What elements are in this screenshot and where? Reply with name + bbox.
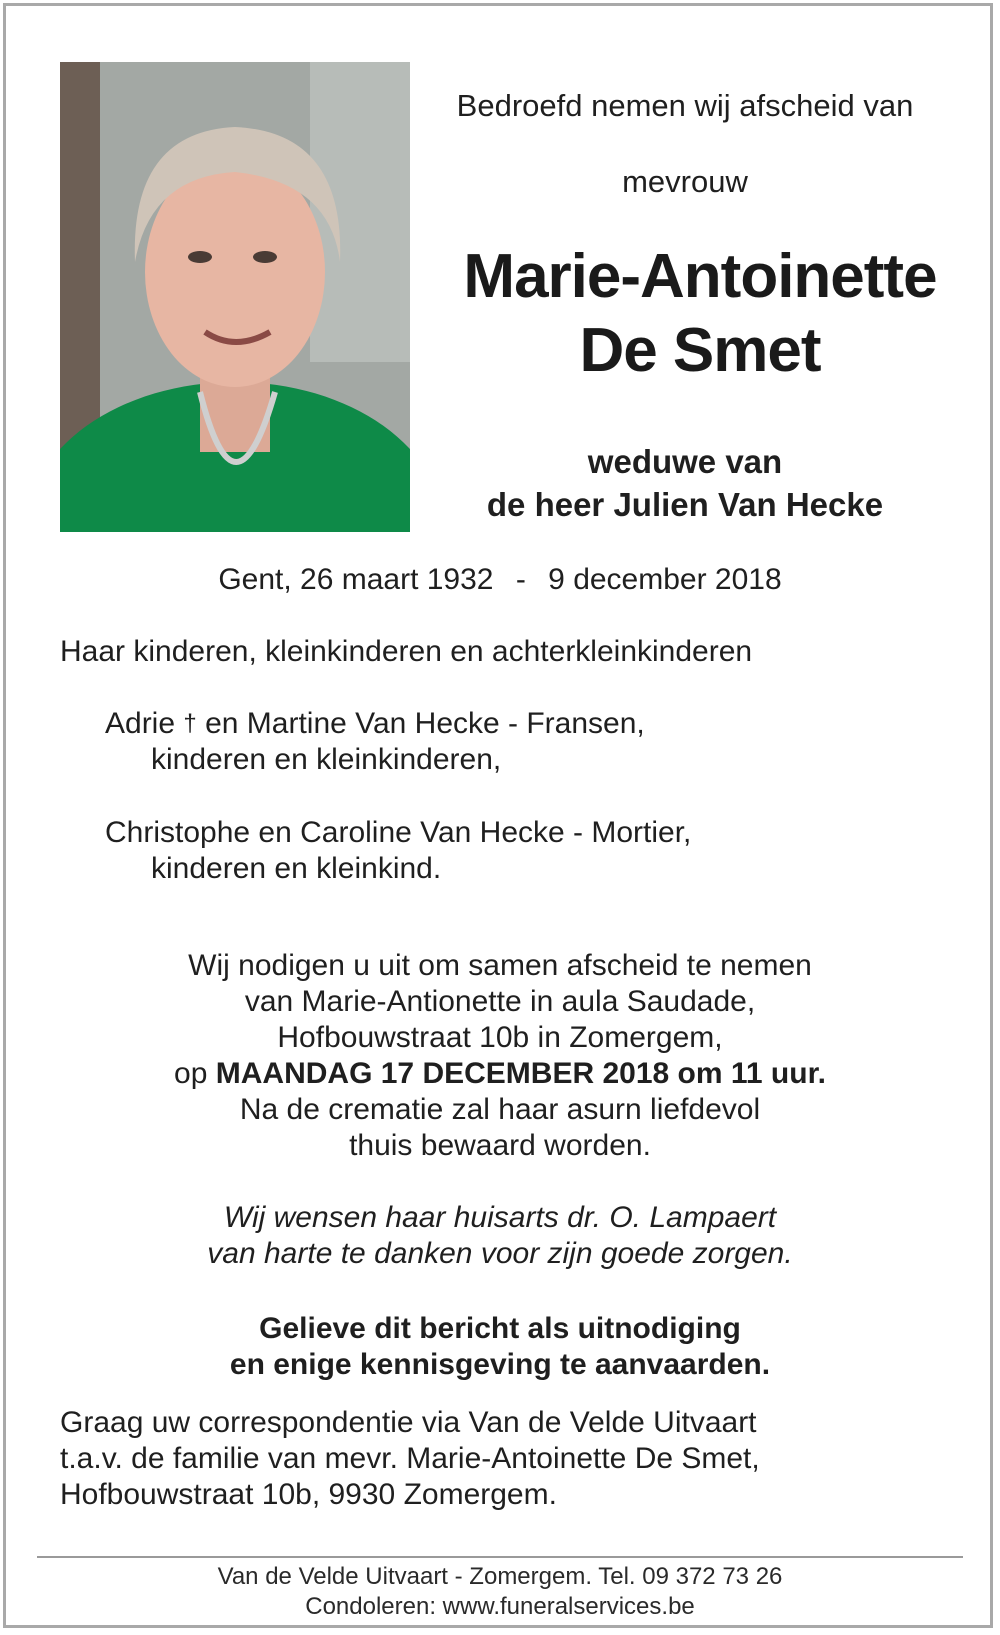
invitation-line-4 xyxy=(0,1056,1000,1092)
life-dates xyxy=(0,563,1000,597)
footer-condolence-link[interactable]: Condoleren: www.funeralservices.be xyxy=(305,1593,695,1620)
thanks-note xyxy=(0,1200,1000,1272)
widow-label: weduwe van xyxy=(587,443,783,480)
family-member-1-sub: kinderen en kleinkinderen, xyxy=(151,743,502,776)
family-intro: Haar kinderen, kleinkinderen en achterkleinkinderen xyxy=(60,635,753,668)
invitation xyxy=(0,948,1000,1164)
deceased-first-name: Marie-Antoinette xyxy=(463,242,937,311)
family-member-1 xyxy=(105,706,645,778)
family-member-1-name: Adrie xyxy=(105,707,176,740)
invitation-line-5: Na de crematie zal haar asurn liefdevol xyxy=(239,1093,761,1126)
invitation-line-3: Hofbouwstraat 10b in Zomergem, xyxy=(277,1021,723,1054)
correspondence-line-1: Graag uw correspondentie via Van de Velde Uitvaart xyxy=(60,1406,757,1439)
death-date: 9 december 2018 xyxy=(548,563,782,596)
honorific: mevrouw xyxy=(622,164,748,199)
widow-of xyxy=(420,440,950,526)
footer-divider xyxy=(37,1556,963,1558)
correspondence xyxy=(60,1405,760,1513)
invitation-date: MAANDAG 17 DECEMBER 2018 om 11 uur. xyxy=(215,1057,826,1090)
correspondence-line-3: Hofbouwstraat 10b, 9930 Zomergem. xyxy=(60,1478,557,1511)
notice-line-1: Gelieve dit bericht als uitnodiging xyxy=(259,1312,741,1345)
invitation-date-prefix: op xyxy=(174,1057,208,1090)
footer-contact: Van de Velde Uitvaart - Zomergem. Tel. 09 372 73 26 xyxy=(217,1563,783,1590)
thanks-line-2: van harte te danken voor zijn goede zorgen. xyxy=(207,1237,793,1270)
portrait-photo xyxy=(60,62,410,532)
invitation-line-2: van Marie-Antionette in aula Saudade, xyxy=(244,985,756,1018)
footer xyxy=(0,1562,1000,1622)
deceased-name xyxy=(420,240,980,388)
spouse-name: de heer Julien Van Hecke xyxy=(486,486,884,523)
birth-date: Gent, 26 maart 1932 xyxy=(218,563,494,596)
thanks-line-1: Wij wensen haar huisarts dr. O. Lampaert xyxy=(223,1201,777,1234)
invitation-line-1: Wij nodigen u uit om samen afscheid te nemen xyxy=(188,949,812,982)
intro-text: Bedroefd nemen wij afscheid van xyxy=(456,88,914,123)
deceased-last-name: De Smet xyxy=(579,316,821,385)
family-member-2-line: Christophe en Caroline Van Hecke - Mortier, xyxy=(105,816,692,849)
notice-line-2: en enige kennisgeving te aanvaarden. xyxy=(229,1348,771,1381)
invitation-line-6: thuis bewaard worden. xyxy=(349,1129,651,1162)
family-member-2 xyxy=(105,815,691,887)
family-member-1-rest: en Martine Van Hecke - Fransen, xyxy=(205,707,645,740)
notice xyxy=(0,1311,1000,1383)
date-separator: - xyxy=(515,563,526,596)
family-member-2-sub: kinderen en kleinkind. xyxy=(151,852,442,885)
cross-icon: † xyxy=(183,710,197,737)
portrait-photo-icon xyxy=(60,62,410,532)
correspondence-line-2: t.a.v. de familie van mevr. Marie-Antoinette De Smet, xyxy=(60,1442,760,1475)
